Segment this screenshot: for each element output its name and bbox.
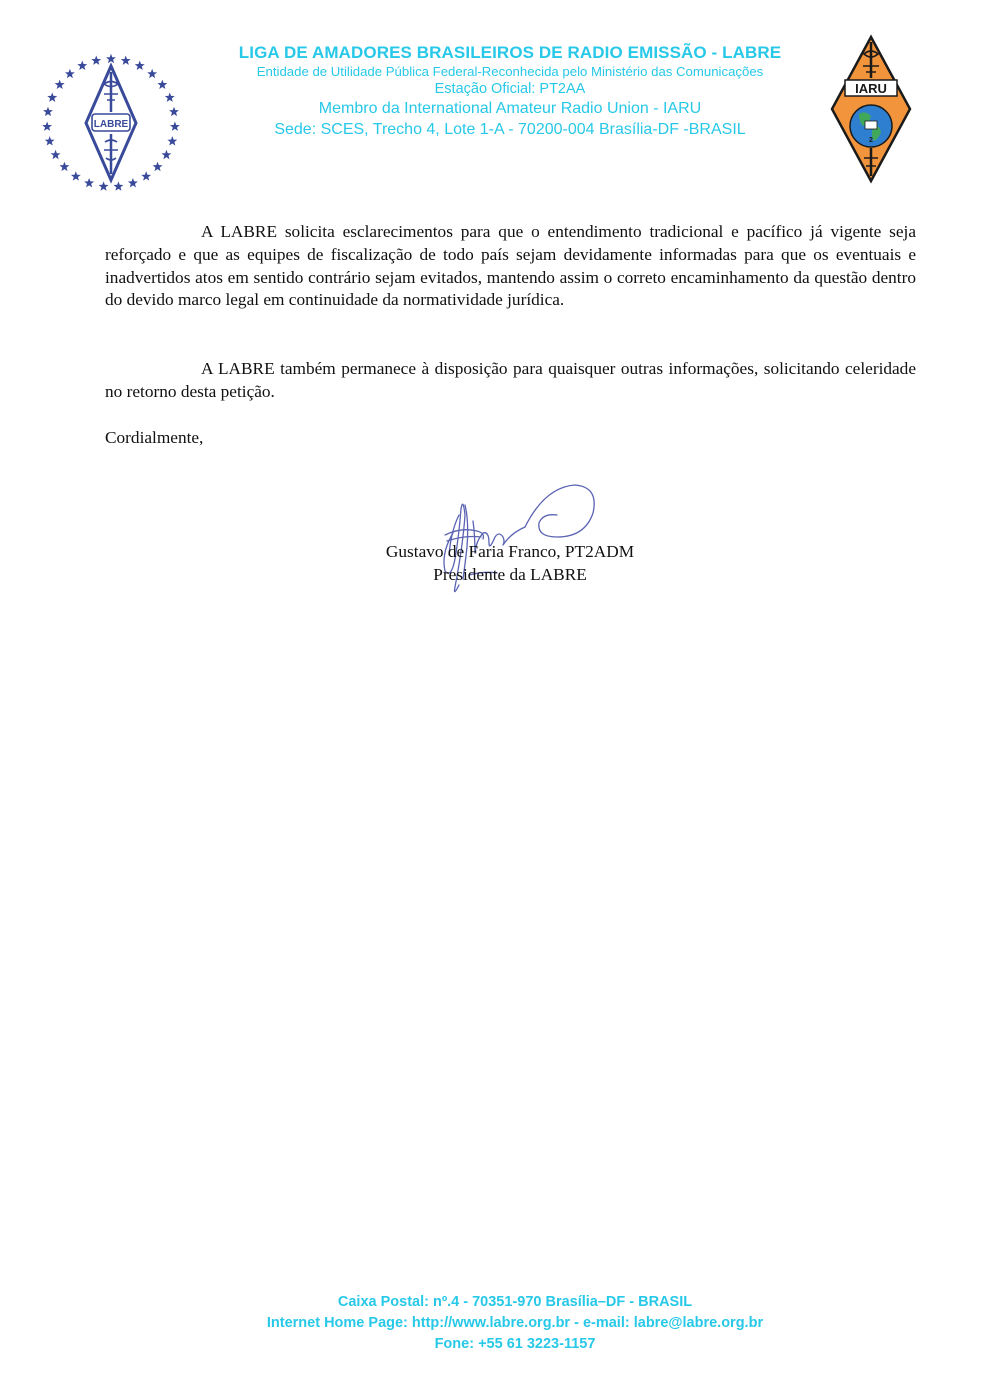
star-icon	[45, 136, 55, 145]
star-icon	[77, 61, 87, 70]
star-icon	[128, 178, 138, 187]
footer-postal-address: Caixa Postal: nº.4 - 70351-970 Brasília–DF - BRASIL	[337, 1294, 693, 1310]
headquarters-address: Sede: SCES, Trecho 4, Lote 1-A - 70200-004 Brasília-DF -BRASIL	[274, 121, 746, 138]
signatory-name: Gustavo de Faria Franco, PT2ADM	[385, 542, 635, 561]
star-icon	[121, 56, 131, 65]
star-icon	[42, 122, 52, 131]
footer-phone: Fone: +55 61 3223-1157	[434, 1336, 596, 1352]
org-name: LIGA DE AMADORES BRASILEIROS DE RADIO EMISSÃO - LABRE	[238, 43, 782, 62]
body-paragraph-1-block	[105, 221, 916, 312]
star-icon	[167, 136, 177, 145]
iaru-logo-text: IARU	[855, 81, 887, 96]
labre-logo	[38, 50, 184, 196]
iaru-region-number: 2	[869, 137, 873, 144]
body-paragraph-2-block	[105, 358, 916, 404]
letter-footer	[200, 1292, 830, 1355]
iaru-logo	[829, 34, 913, 184]
body-paragraph-2: A LABRE também permanece à disposição para quaisquer outras informações, solicitando celeridade no retorno desta petição.	[105, 359, 916, 401]
star-icon	[147, 69, 157, 78]
labre-diamond-emblem	[86, 66, 136, 180]
star-icon	[55, 80, 65, 89]
star-icon	[153, 162, 163, 171]
labre-logo-text: LABRE	[93, 119, 129, 130]
star-icon	[84, 178, 94, 187]
star-icon	[43, 107, 53, 116]
star-icon	[51, 150, 61, 159]
star-icon	[141, 171, 151, 180]
closing-salutation: Cordialmente,	[105, 428, 204, 447]
star-icon	[91, 56, 101, 65]
letterhead	[200, 42, 820, 140]
star-icon	[113, 181, 123, 190]
star-icon	[135, 61, 145, 70]
star-icon	[99, 181, 109, 190]
star-icon	[71, 171, 81, 180]
utility-statement: Entidade de Utilidade Pública Federal-Reconhecida pelo Ministério das Comunicações	[256, 64, 764, 79]
star-icon	[157, 80, 167, 89]
star-icon	[60, 162, 70, 171]
iaru-membership: Membro da International Amateur Radio Union - IARU	[318, 100, 702, 117]
star-icon	[65, 69, 75, 78]
body-paragraph-1: A LABRE solicita esclarecimentos para que o entendimento tradicional e pacífico já vigente seja reforçado e que as equipes de fiscalização de todo país sejam devidamente informadas para que os eventuais e inadvertidos atos em sentido contrário sejam evitados, mantendo assim o correto encaminhamento da questão dentro do devido marco legal em continuidade da normatividade jurídica.	[105, 222, 916, 310]
official-station: Estação Oficial: PT2AA	[434, 81, 586, 97]
star-icon	[47, 92, 57, 101]
star-icon	[165, 92, 175, 101]
star-icon	[169, 107, 179, 116]
star-icon	[161, 150, 171, 159]
star-icon	[170, 122, 180, 131]
signatory-title: Presidente da LABRE	[433, 565, 587, 584]
star-icon	[106, 54, 116, 63]
footer-web-email: Internet Home Page: http://www.labre.org.br - e-mail: labre@labre.org.br	[266, 1315, 764, 1331]
